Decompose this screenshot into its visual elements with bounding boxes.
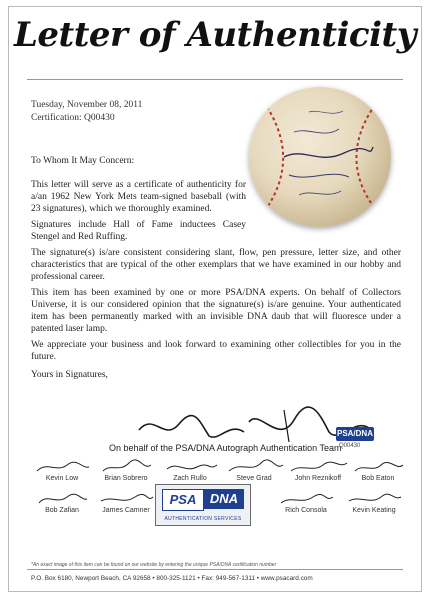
staff-name: Bob Zafian [45,507,79,514]
salutation: To Whom It May Concern: [31,156,135,166]
letter-meta [31,99,142,125]
staff-name: Zach Rullo [173,475,207,482]
staff-name: Rich Consola [285,507,327,514]
staff-signature [27,491,97,514]
staff-signature [91,459,161,482]
logo-subtitle: AUTHENTICATION SERVICES [164,516,242,522]
letter-date: Tuesday, November 08, 2011 [31,100,143,110]
letter-page [8,6,422,592]
logo-psa: PSA [162,489,204,511]
paragraph-5: We appreciate your business and look forward to examining other collectibles for you in the future. [31,340,401,362]
staff-name: Brian Sobrero [104,475,148,482]
staff-signature [91,491,161,514]
psa-dna-logo [155,484,251,526]
logo-dna: DNA [204,489,244,509]
staff-name: Bob Eaton [361,475,395,482]
header-divider [27,79,403,80]
staff-signature [27,459,97,482]
closing: Yours in Signatures, [31,370,108,380]
staff-name: Kevin Low [45,475,79,482]
certification-number: Certification: Q00430 [31,113,115,123]
staff-name: John Reznikoff [294,475,342,482]
staff-signature [339,491,409,514]
staff-name: James Camner [102,507,150,514]
staff-signature [343,459,413,482]
staff-name: Kevin Keating [352,507,396,514]
staff-signature [271,491,341,514]
psa-dna-badge: PSA/DNA [336,427,374,441]
paragraph-2: Signatures include Hall of Fame inductees Casey Stengel and Red Ruffing. [31,220,246,242]
paragraph-3: The signature(s) is/are consistent considering slant, flow, pen pressure, letter size, and other characteristics that are typical of the other exemplars that we have examined in our hobby and professional career. [31,248,401,282]
staff-signature [155,459,225,482]
staff-name: Steve Grad [236,475,272,482]
staff-signature [219,459,289,482]
page-title: Letter of Authenticity [13,15,417,55]
footer-address: P.O. Box 6180, Newport Beach, CA 92658 • 800-325-1121 • Fax: 949-567-1311 • www.psacard.com [31,575,313,582]
footer-divider [27,569,403,570]
paragraph-1: This letter will serve as a certificate of authenticity for a/an 1962 New York Mets team-signed baseball (with 23 signatures), which we thoroughly examined. [31,180,246,214]
footnote: *An exact image of this item can be found on our website by entering the unique PSA/DNA certification number [31,562,277,568]
badge-cert-number: Q00430 [339,443,361,449]
behalf-line: On behalf of the PSA/DNA Autograph Authentication Team [109,443,342,453]
paragraph-4: This item has been examined by one or more PSA/DNA experts. On behalf of Collectors Universe, it is our considered opinion that the signature(s) is/are genuine. Your authenticated item has been permanently marked with an invisible DNA daub that will fluoresce under a patented laser lamp. [31,288,401,334]
